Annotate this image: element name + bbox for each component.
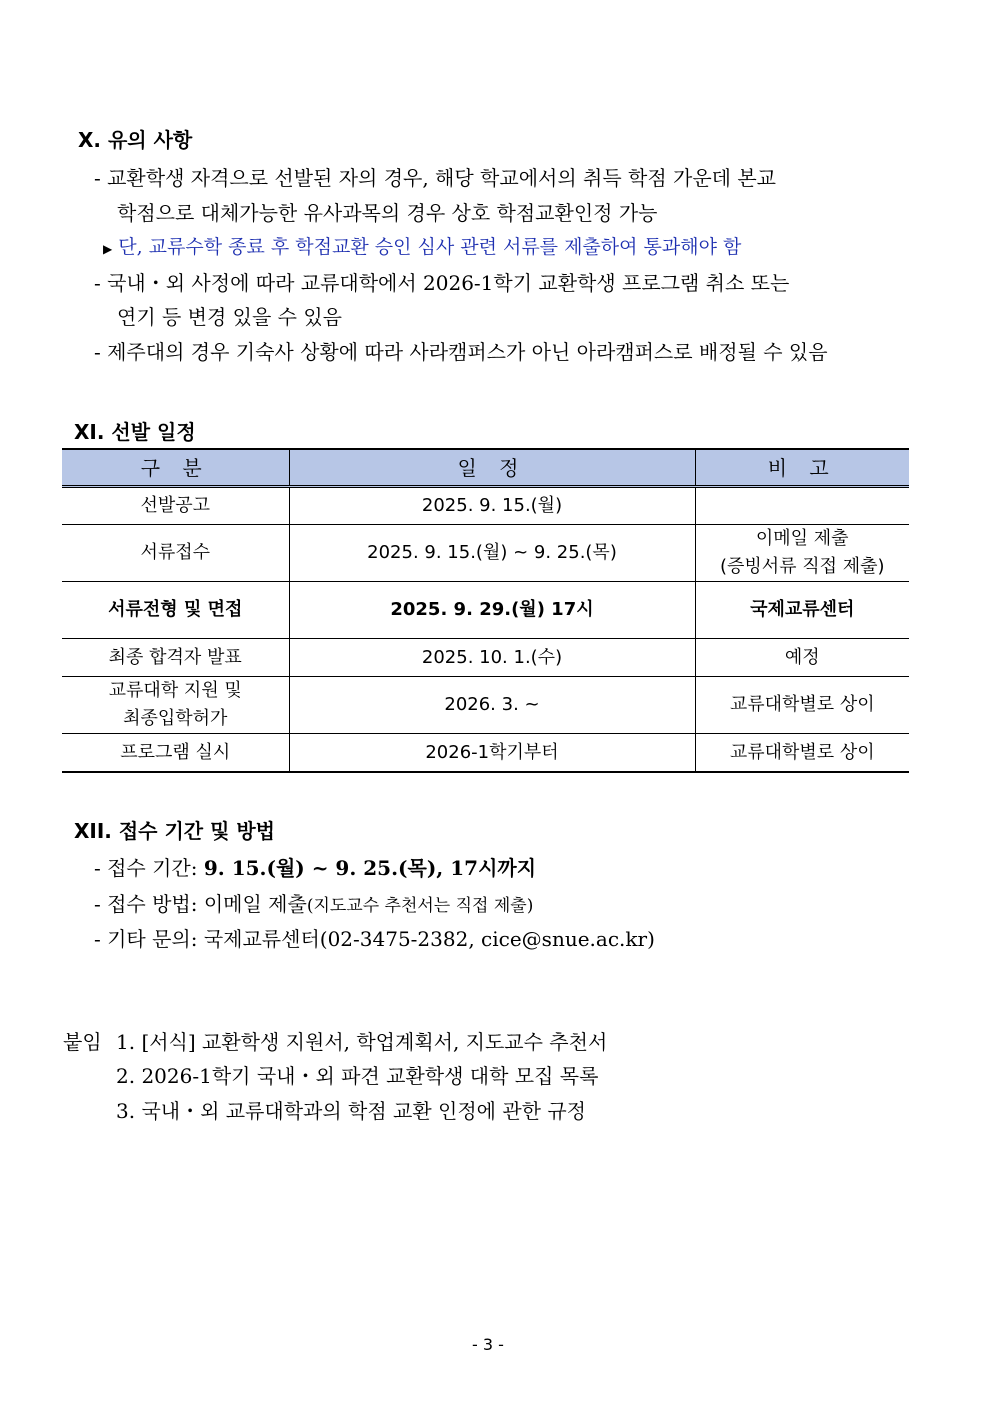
section-11-title: XI. 선발 일정 <box>74 420 196 444</box>
cell-date: 2025. 9. 15.(월) ~ 9. 25.(목) <box>289 525 695 582</box>
cell-category-line2: 최종입학허가 <box>123 708 228 729</box>
note-item-1-line2: 학점으로 대체가능한 유사과목의 경우 상호 학점교환인정 가능 <box>117 201 658 225</box>
cell-category-line1: 교류대학 지원 및 <box>108 680 242 701</box>
cell-remark-line1: 이메일 제출 <box>755 528 849 549</box>
note-item-3: - 제주대의 경우 기숙사 상황에 따라 사라캠퍼스가 아닌 아라캠퍼스로 배정될 수 있음 <box>94 340 828 364</box>
cell-category: 선발공고 <box>62 487 289 525</box>
cell-date: 2026-1학기부터 <box>289 734 695 773</box>
note-item-2-line2: 연기 등 변경 있을 수 있음 <box>117 305 342 329</box>
schedule-table <box>62 448 909 773</box>
cell-remark <box>695 487 909 525</box>
cell-date: 2025. 9. 29.(월) 17시 <box>289 582 695 639</box>
section-12-title: XII. 접수 기간 및 방법 <box>74 819 275 843</box>
application-period-value: 9. 15.(월) ~ 9. 25.(목), 17시까지 <box>203 856 537 880</box>
cell-category: 프로그램 실시 <box>62 734 289 773</box>
page-number: - 3 - <box>472 1335 504 1354</box>
table-header-row <box>62 449 909 487</box>
application-period-label: - 접수 기간: <box>94 856 204 880</box>
note-item-1-line1: - 교환학생 자격으로 선발된 자의 경우, 해당 학교에서의 취득 학점 가운데 본교 <box>94 166 776 190</box>
header-category: 구 분 <box>62 449 289 487</box>
cell-remark: 예정 <box>695 639 909 677</box>
cell-remark: 국제교류센터 <box>695 582 909 639</box>
cell-category <box>62 677 289 734</box>
cell-category: 서류접수 <box>62 525 289 582</box>
header-remark: 비 고 <box>695 449 909 487</box>
table-row <box>62 487 909 525</box>
contact-info: - 기타 문의: 국제교류센터(02-3475-2382, cice@snue.ac.kr) <box>94 927 655 951</box>
cell-date: 2026. 3. ~ <box>289 677 695 734</box>
cell-date: 2025. 10. 1.(수) <box>289 639 695 677</box>
table-row <box>62 677 909 734</box>
attachment-item-3: 3. 국내・외 교류대학과의 학점 교환 인정에 관한 규정 <box>116 1099 586 1123</box>
cell-category: 최종 합격자 발표 <box>62 639 289 677</box>
header-date: 일 정 <box>289 449 695 487</box>
note-remark-text: 단, 교류수학 종료 후 학점교환 승인 심사 관련 서류를 제출하여 통과해야 함 <box>118 236 742 258</box>
note-item-2-line1: - 국내・외 사정에 따라 교류대학에서 2026-1학기 교환학생 프로그램 취소 또는 <box>94 271 790 295</box>
application-method-note: (지도교수 추천서는 직접 제출) <box>306 896 534 916</box>
application-period <box>94 852 536 881</box>
cell-remark: 교류대학별로 상이 <box>695 734 909 773</box>
section-10-title: Ⅹ. 유의 사항 <box>78 128 193 152</box>
application-method-label: - 접수 방법: 이메일 제출 <box>94 892 307 916</box>
table-row <box>62 639 909 677</box>
table-row <box>62 734 909 773</box>
cell-category: 서류전형 및 면접 <box>62 582 289 639</box>
cell-date: 2025. 9. 15.(월) <box>289 487 695 525</box>
note-remark <box>103 232 741 259</box>
table-row <box>62 525 909 582</box>
attachments-label: 붙임 <box>63 1030 102 1054</box>
cell-remark <box>695 525 909 582</box>
arrow-right-icon: ▶ <box>103 242 113 256</box>
cell-remark: 교류대학별로 상이 <box>695 677 909 734</box>
attachment-item-2: 2. 2026-1학기 국내・외 파견 교환학생 대학 모집 목록 <box>116 1064 599 1088</box>
cell-remark-line2: (증빙서류 직접 제출) <box>719 556 885 577</box>
application-method <box>94 888 533 917</box>
table-row <box>62 582 909 639</box>
attachment-item-1: 1. [서식] 교환학생 지원서, 학업계획서, 지도교수 추천서 <box>116 1030 608 1054</box>
